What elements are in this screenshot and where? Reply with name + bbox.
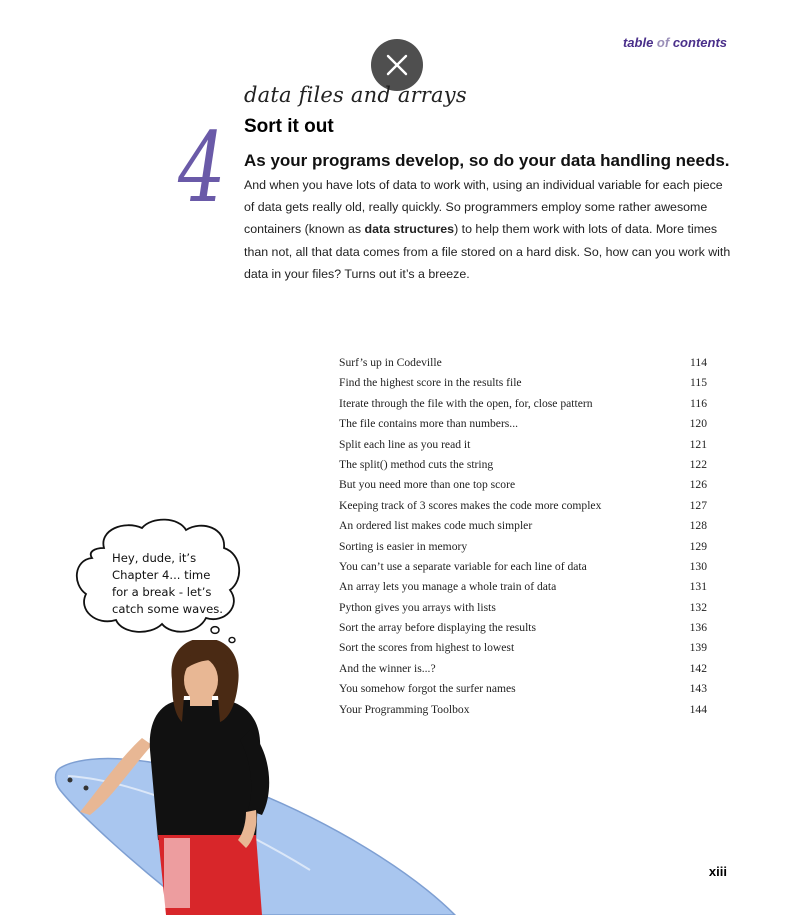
intro-paragraph: [244, 174, 732, 285]
intro-bold-term: data structures: [364, 222, 455, 237]
header-contents: contents: [672, 35, 727, 50]
toc-entry[interactable]: [339, 577, 707, 597]
toc-entry-page: 115: [690, 376, 707, 390]
toc-entry-title: An ordered list makes code much simpler: [339, 519, 533, 533]
toc-entry[interactable]: [339, 414, 707, 434]
toc-entry[interactable]: [339, 455, 707, 475]
header-of: of: [656, 35, 670, 50]
surfer-illustration: [50, 640, 470, 915]
toc-entry-title: Find the highest score in the results file: [339, 376, 522, 390]
chapter-title: Sort it out: [244, 116, 334, 137]
intro-text-start: And when you have lots of data to work with, using an individual variable for each piece of data gets really old, really quickly. So programmers employ some rather awesome containers (known as: [244, 178, 723, 237]
toc-entry-title: You somehow forgot the surfer names: [339, 682, 516, 696]
toc-entry[interactable]: [339, 353, 707, 373]
toc-entry[interactable]: [339, 394, 707, 414]
chapter-label: data files and arrays: [244, 83, 467, 107]
toc-entry-page: 127: [689, 498, 707, 512]
chapter-number: 4: [178, 112, 226, 224]
toc-entry-page: 120: [689, 417, 707, 431]
toc-entry-title: The file contains more than numbers...: [339, 417, 519, 431]
toc-entry-title: And the winner is...?: [339, 661, 436, 675]
toc-entry[interactable]: [339, 435, 707, 455]
toc-entry-page: 126: [689, 478, 707, 492]
toc-entry-title: You can’t use a separate variable for each line of data: [339, 559, 587, 573]
toc-entry-title: But you need more than one top score: [339, 478, 516, 492]
toc-entry-page: 144: [689, 702, 707, 716]
toc-entry[interactable]: [339, 537, 707, 557]
toc-entry-page: 143: [689, 682, 707, 696]
thought-line: for a break - let’s: [112, 585, 212, 599]
toc-entry-title: Sort the array before displaying the results: [339, 621, 537, 635]
toc-entry-page: 116: [690, 396, 707, 410]
toc-entry-page: 114: [690, 356, 707, 369]
toc-entry-title: Surf’s up in Codeville: [339, 356, 442, 369]
toc-entry-title: Split each line as you read it: [339, 437, 471, 451]
toc-entry-page: 121: [689, 437, 707, 451]
toc-entry-title: Your Programming Toolbox: [339, 702, 470, 716]
toc-entry-page: 132: [689, 600, 707, 614]
toc-entry-page: 131: [689, 580, 707, 594]
toc-entry-page: 142: [689, 661, 707, 675]
toc-entry-title: Sorting is easier in memory: [339, 539, 468, 553]
toc-entry[interactable]: [339, 516, 707, 536]
thought-line: Chapter 4... time: [112, 568, 211, 582]
toc-entry-page: 130: [689, 559, 707, 573]
header-table: table: [622, 35, 654, 50]
toc-entry[interactable]: [339, 598, 707, 618]
toc-entry-title: Python gives you arrays with lists: [339, 600, 496, 614]
toc-entry-title: Keeping track of 3 scores makes the code more complex: [339, 498, 602, 512]
intro-heading: As your programs develop, so do your data handling needs.: [244, 151, 730, 170]
toc-entry[interactable]: [339, 496, 707, 516]
thought-bubble-text: [112, 550, 232, 618]
page-number: xiii: [708, 864, 727, 879]
toc-entry-page: 136: [689, 621, 707, 635]
toc-entry-title: An array lets you manage a whole train of data: [339, 580, 557, 594]
toc-entry[interactable]: [339, 618, 707, 638]
toc-entry-page: 129: [689, 539, 707, 553]
intro-text-end: ) to help them work with lots of data. More times than not, all that data comes from a file stored on a hard disk. So, how can you work with data in your files? Turns out it’s a breeze.: [244, 222, 731, 281]
toc-entry-title: Sort the scores from highest to lowest: [339, 641, 515, 655]
thought-line: Hey, dude, it’s: [112, 551, 197, 565]
toc-entry-page: 139: [689, 641, 707, 655]
toc-entry[interactable]: [339, 373, 707, 393]
toc-entry-title: Iterate through the file with the open, for, close pattern: [339, 396, 593, 410]
toc-entry-title: The split() method cuts the string: [339, 457, 494, 471]
running-header: [623, 35, 727, 50]
toc-entry-page: 122: [689, 457, 707, 471]
toc-entry[interactable]: [339, 557, 707, 577]
toc-entry[interactable]: [339, 475, 707, 495]
thought-line: catch some waves.: [112, 602, 223, 616]
toc-entry-page: 128: [689, 519, 707, 533]
